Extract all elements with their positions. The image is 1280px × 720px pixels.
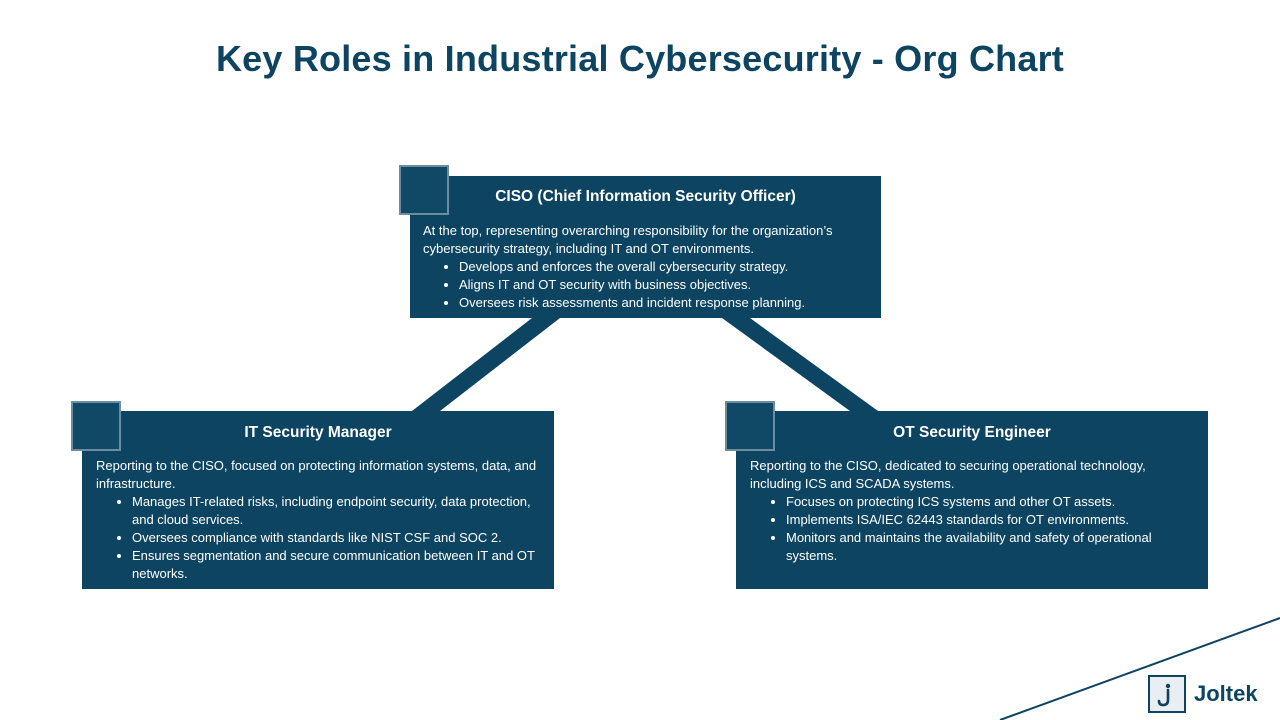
brand-name: Joltek	[1194, 681, 1258, 706]
role-title: IT Security Manager	[244, 424, 392, 441]
brand-logo	[1148, 674, 1258, 714]
responsibility-item: • Manages IT-related risks, including endpoint security, data protection, and cloud services.	[132, 493, 546, 529]
page-title: Key Roles in Industrial Cybersecurity - Org Chart	[215, 38, 1064, 79]
role-description: At the top, representing overarching responsibility for the organization’s cybersecurity strategy, including IT and OT environments.	[423, 223, 833, 256]
responsibility-item: • Oversees risk assessments and incident response planning.	[459, 294, 873, 312]
responsibility-item: • Focuses on protecting ICS systems and other OT assets.	[786, 493, 1200, 511]
responsibility-item: • Implements ISA/IEC 62443 standards for OT environments.	[786, 511, 1200, 529]
role-title: OT Security Engineer	[893, 424, 1051, 441]
joltek-logo-icon	[1148, 675, 1186, 713]
responsibility-item: • Ensures segmentation and secure communication between IT and OT networks.	[132, 547, 546, 583]
role-title: CISO (Chief Information Security Officer)	[495, 188, 796, 205]
responsibility-item: • Oversees compliance with standards like NIST CSF and SOC 2.	[132, 529, 546, 547]
responsibility-item: • Monitors and maintains the availability and safety of operational systems.	[786, 529, 1200, 565]
responsibility-item: • Aligns IT and OT security with business objectives.	[459, 276, 873, 294]
responsibility-item: • Develops and enforces the overall cybersecurity strategy.	[459, 258, 873, 276]
role-description: Reporting to the CISO, focused on protecting information systems, data, and infrastructure.	[96, 458, 537, 491]
role-description: Reporting to the CISO, dedicated to securing operational technology, including ICS and SCADA systems.	[750, 458, 1146, 491]
